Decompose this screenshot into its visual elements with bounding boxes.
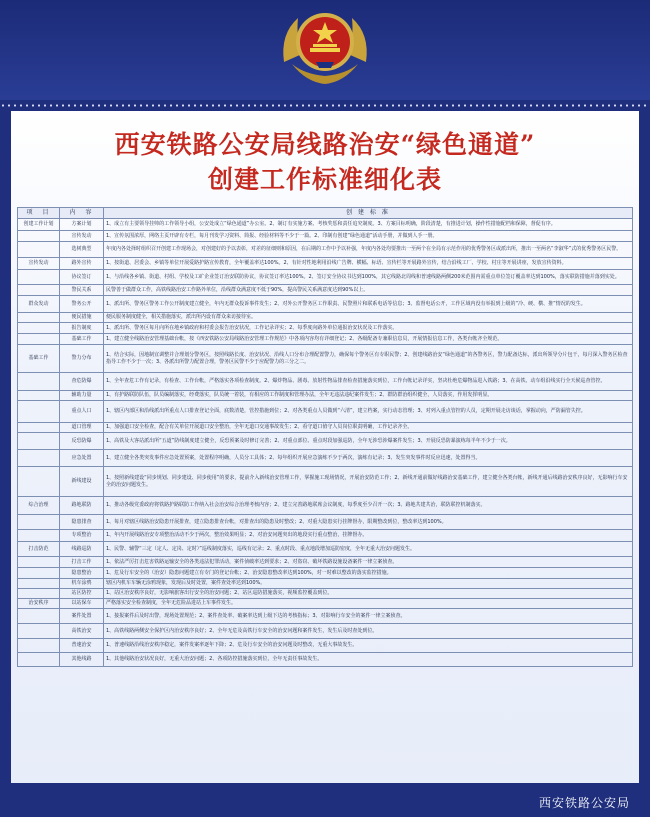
table-row — [18, 219, 633, 231]
row-content: 重点人口 — [60, 401, 104, 423]
row-content: 路地联防 — [60, 497, 104, 515]
row-category: 基础工作 — [18, 345, 60, 373]
dotted-border-top — [0, 104, 650, 107]
footer-band — [0, 783, 650, 817]
row-content: 线路巡防 — [60, 542, 104, 557]
document-title: 西安铁路公安局线路治安“绿色通道” — [114, 130, 536, 159]
row-standard: 1、结合实际，因地制宜调整并合理划分警务区，按照线路长度、治安状况、沿线人口分布合理配置警力，确保每个警务区有专职民警；2、创建线路治安“绿色通道”的各警务区，警力配备达标，派出所领导分片包干，每月深入警务区检查指导工作不少于一次；3、各派出所警力配置合理，警务区民警不少于应配警力的三分之二。 — [104, 345, 633, 373]
table-row — [18, 258, 633, 270]
row-category — [18, 323, 60, 334]
table-row — [18, 599, 633, 609]
row-content: 新线建设 — [60, 467, 104, 497]
row-content: 基础工作 — [60, 334, 104, 345]
row-category: 宣传发动 — [18, 258, 60, 270]
row-category: 打击防范 — [18, 542, 60, 557]
row-standard: 1、其他线路治安状况良好，无重大治安问题；2、各项防控措施落实到位，全年无责任事故发生。 — [104, 653, 633, 667]
row-content: 辅助力量 — [60, 391, 104, 401]
row-content: 隐患排查 — [60, 515, 104, 530]
row-standard: 1、民警、辅警“三定（定人、定岗、定时）”巡线制度落实，巡线有记录；2、重点时段、重点地段增加巡防密度，全年无重大治安问题发生。 — [104, 542, 633, 557]
police-emblem-icon — [276, 4, 374, 90]
row-content: 专项整治 — [60, 530, 104, 542]
row-category — [18, 231, 60, 242]
row-standard: 1、全年查危工作有记录，有检查、工作台帐，严格落实各项检查制度。2、爆炸物品、剧毒、放射性物品排查检查措施落实到位，工作台帐记录详实，坚决杜绝危爆物品进入铁路；3、在高铁、动车组沿线实行全天候巡查管控。 — [104, 373, 633, 391]
table-row — [18, 313, 633, 323]
document-sheet — [11, 111, 639, 783]
row-category — [18, 579, 60, 589]
row-content: 应急处置 — [60, 450, 104, 467]
row-content: 警民关系 — [60, 285, 104, 296]
row-standard: 1、加强道口安全检查，配合有关单位开展道口安全整治，全年无道口交通事故发生；2、看守道口值守人员岗位职责明确，工作记录齐全。 — [104, 423, 633, 433]
row-content: 机车涂鸦 — [60, 579, 104, 589]
row-standard: 1、接报案件后及时出警，现场处置规范；2、案件查处率、破案率达到上级下达的考核指标；3、对影响行车安全的案件一律立案侦查。 — [104, 609, 633, 624]
row-category — [18, 624, 60, 639]
row-category — [18, 530, 60, 542]
row-content: 警务公开 — [60, 296, 104, 313]
row-content: 打击工作 — [60, 557, 104, 568]
table-row — [18, 579, 633, 589]
row-category — [18, 467, 60, 497]
row-content: 协议签订 — [60, 270, 104, 285]
row-standard: 1、站区治安秩序良好，无影响旅客出行安全的治安问题；2、站区巡防措施落实，视频监控覆盖到位。 — [104, 589, 633, 599]
row-standard: 1、派出所、警务区每月向所在地乡镇政府和村委会报告治安状况，工作记录详实；2、每季度向路外单位通报治安状况及工作落实。 — [104, 323, 633, 334]
row-standard: 便民服务制度健全，相关措施落实，派出所内设有群众来访接待室。 — [104, 313, 633, 323]
row-content: 宣传发动 — [60, 231, 104, 242]
row-category — [18, 557, 60, 568]
table-row — [18, 323, 633, 334]
row-content: 普速治安 — [60, 639, 104, 653]
row-standard: 辖区内机车车辆无涂鸦现象，发现后及时处置，案件查处率达到100%。 — [104, 579, 633, 589]
row-content: 其他线路 — [60, 653, 104, 667]
table-row — [18, 639, 633, 653]
column-header-item: 项 目 — [18, 208, 60, 219]
table-row — [18, 557, 633, 568]
table-row — [18, 401, 633, 423]
row-standard: 1、宣传氛围浓厚，网络主页开辟有专栏，每月刊发学习资料、简报、经验材料等不少于一篇。2、印制有创建“绿色通道”活动手册，并做到人手一册。 — [104, 231, 633, 242]
row-standard: 1、每月对辖区线路治安隐患开展排查，建立隐患排查台帐，对排查出的隐患及时整改；2、对重大隐患实行挂牌督办，限期整改到位，整改率达到100%。 — [104, 515, 633, 530]
row-content: 高铁治安 — [60, 624, 104, 639]
table-row — [18, 334, 633, 345]
row-category — [18, 285, 60, 296]
table-row — [18, 530, 633, 542]
row-standard: 1、与沿线各乡镇、街道、村组、学校及工矿企业签订治安联防协议，协议签订率达100%。2、签订安全协议书达到100%，其它线路北周线和普速线路两侧200米范围内需重点单位签订覆盖率达到100%，落实联防措施并落到实处。 — [104, 270, 633, 285]
row-standard: 1、高铁线路两侧安全保护区内治安秩序良好；2、全年无危及高铁行车安全的治安问题和案件发生，发生后及时查处到位。 — [104, 624, 633, 639]
table-row — [18, 391, 633, 401]
row-category — [18, 242, 60, 258]
row-category: 综合治理 — [18, 497, 60, 515]
row-standard: 1、推动各级党委政府将铁路护路联防工作纳入社会治安综合治理考核内容；2、建立完善路地联席会议制度，每季度至少召开一次；3、路地共建共治，联防联控机制落实。 — [104, 497, 633, 515]
row-content: 查危防爆 — [60, 373, 104, 391]
row-content: 便民措施 — [60, 313, 104, 323]
table-row — [18, 497, 633, 515]
table-row — [18, 515, 633, 530]
row-category: 治安秩序 — [18, 599, 60, 609]
row-content: 警力分布 — [60, 345, 104, 373]
row-standard: 1、建立健全各类突发事件应急处置预案，处置程序明确，人员分工具体；2、每年组织开展应急演练不少于两次，演练有记录；3、发生突发事件时反应迅速，处置得当。 — [104, 450, 633, 467]
column-header-standard: 创 建 标 准 — [104, 208, 633, 219]
row-category — [18, 639, 60, 653]
row-standard: 年度内各处择时组织召开创建工作现场会，对创建好的予以表彰，对差的征细则和原因，在后期的工作中予以补强，年度内各处均要推出一至两个在全局有示范作用的优秀警务区或派出所，推出一至两名“李淑华”式的优秀警务区民警。 — [104, 242, 633, 258]
row-standard: 1、依法严厉打击危害铁路运输安全的各类违法犯罪活动，案件侦破率达到要求；2、对盗窃、破坏铁路设施设备案件一律立案侦查。 — [104, 557, 633, 568]
row-standard: 1、年内开展线路治安专项整治活动不少于两次，整治效果明显；2、对治安问题突出的地段实行重点整治，挂牌督办。 — [104, 530, 633, 542]
column-header-content: 内 容 — [60, 208, 104, 219]
row-content: 方案计划 — [60, 219, 104, 231]
row-standard: 1、按街道、居委会、乡镇等单位开展爱路护路宣传教育，全年覆盖率达100%。2、有针对性地利用沿线广告牌、横幅、标语、宣传栏等开展路外宣传，结合沿线工厂、学校、村庄等开展讲座，发放宣传资料。 — [104, 258, 633, 270]
standards-table — [17, 207, 633, 667]
row-category — [18, 589, 60, 599]
table-row — [18, 624, 633, 639]
row-category — [18, 515, 60, 530]
row-content: 站区防控 — [60, 589, 104, 599]
row-category — [18, 270, 60, 285]
row-standard: 1、有护路联防队伍，队员编制落实，经费落实，队员统一着装，有相应的工作制度和管理办法，全年无违法违纪案件发生；2、群防群治组织健全，人员落实，作用发挥明显。 — [104, 391, 633, 401]
row-content: 选树典型 — [60, 242, 104, 258]
row-standard: 1、辖区内部区和沿线派出所重点人口排查登记全面，底数清楚，管控措施到位；2、对各类重点人员做到“六清”，建立档案，实行动态管理；3、对列入重点管控的人员，定期开展走访谈话，掌握动向，严防漏管失控。 — [104, 401, 633, 423]
row-content: 路外宣传 — [60, 258, 104, 270]
row-standard: 1、危及行车安全的（治安）隐患问题建立有专门的登记台帐；2、治安隐患整改率达到100%，对一时难以整改的落实监控措施。 — [104, 568, 633, 579]
table-row — [18, 609, 633, 624]
row-category — [18, 423, 60, 433]
table-row — [18, 433, 633, 450]
row-category — [18, 373, 60, 391]
row-standard: 1、按照新线建设“同步规划、同步建设、同步使用”的要求，提前介入新线治安管理工作，掌握施工现场情况，开展治安防范工作；2、新线开通前做好线路治安基础工作，建立健全各类台帐，新线开通后线路治安秩序良好，无影响行车安全的治安问题发生。 — [104, 467, 633, 497]
row-content: 隐患整治 — [60, 568, 104, 579]
row-standard: 1、普速线路沿线治安秩序稳定，案件发案率逐年下降；2、危及行车安全的治安问题及时整改，无重大事故发生。 — [104, 639, 633, 653]
row-category: 群众发动 — [18, 296, 60, 313]
row-category — [18, 609, 60, 624]
table-row — [18, 345, 633, 373]
row-standard: 1、派出所、警务区警务工作公开制度建立健全，年内无群众投诉事件发生；2、对外公开警务区工作职责、民警照片和联系电话等信息；3、监督电话公开，工作区域内没有举报到上级的“冷、硬、横、推”情况的发生。 — [104, 296, 633, 313]
table-row — [18, 589, 633, 599]
table-row — [18, 450, 633, 467]
table-row — [18, 270, 633, 285]
row-category — [18, 433, 60, 450]
row-category — [18, 653, 60, 667]
table-row — [18, 285, 633, 296]
row-content: 案件处置 — [60, 609, 104, 624]
table-row — [18, 467, 633, 497]
row-content: 以站保车 — [60, 599, 104, 609]
table-row — [18, 242, 633, 258]
row-category — [18, 391, 60, 401]
row-category — [18, 401, 60, 423]
row-content: 道口管理 — [60, 423, 104, 433]
table-row — [18, 296, 633, 313]
row-category — [18, 334, 60, 345]
table-header-row — [18, 208, 633, 219]
table-row — [18, 542, 633, 557]
row-standard: 1、成立有主要领导挂帅的工作领导小组，公安处成立“绿色通道”办公室。2、制订有实施方案、考核奖惩和责任追究制度。3、方案目标明确，阶段清楚，有推进计划，操作性措施配档和保障，督促有序。 — [104, 219, 633, 231]
row-content: 反恐防爆 — [60, 433, 104, 450]
row-standard: 严格落实安全检查制度，全年无危险品进站上车事件发生。 — [104, 599, 633, 609]
footer-organization: 西安铁路公安局 — [538, 796, 630, 810]
row-standard: 民警善于做群众工作，高铁线路治安工作路外单位，沿线群众满意度不低于90%，提高警民关系满意度达到90%以上。 — [104, 285, 633, 296]
table-row — [18, 653, 633, 667]
row-standard: 1、建立健全线路治安管理基础台帐，按《西安铁路公安局线路治安管理工作规范》中各项内容均有详细登记；2、各级配备专兼职信息员，开展情报信息工作，各类台帐齐全规范。 — [104, 334, 633, 345]
table-row — [18, 231, 633, 242]
row-category: 创建工作计划 — [18, 219, 60, 231]
row-category — [18, 568, 60, 579]
table-row — [18, 568, 633, 579]
table-row — [18, 423, 633, 433]
row-content: 报告制度 — [60, 323, 104, 334]
table-row — [18, 373, 633, 391]
row-standard: 1、高铁及大客站派出所“五道”防线制度建立健全，反恐预案及时修订完善；2、对重点部位、重点时段加强巡防，全年无涉恐涉爆案件发生；3、开展反恐防暴演练每半年不少于一次。 — [104, 433, 633, 450]
row-category — [18, 313, 60, 323]
document-subtitle: 创建工作标准细化表 — [207, 165, 442, 194]
row-category — [18, 450, 60, 467]
